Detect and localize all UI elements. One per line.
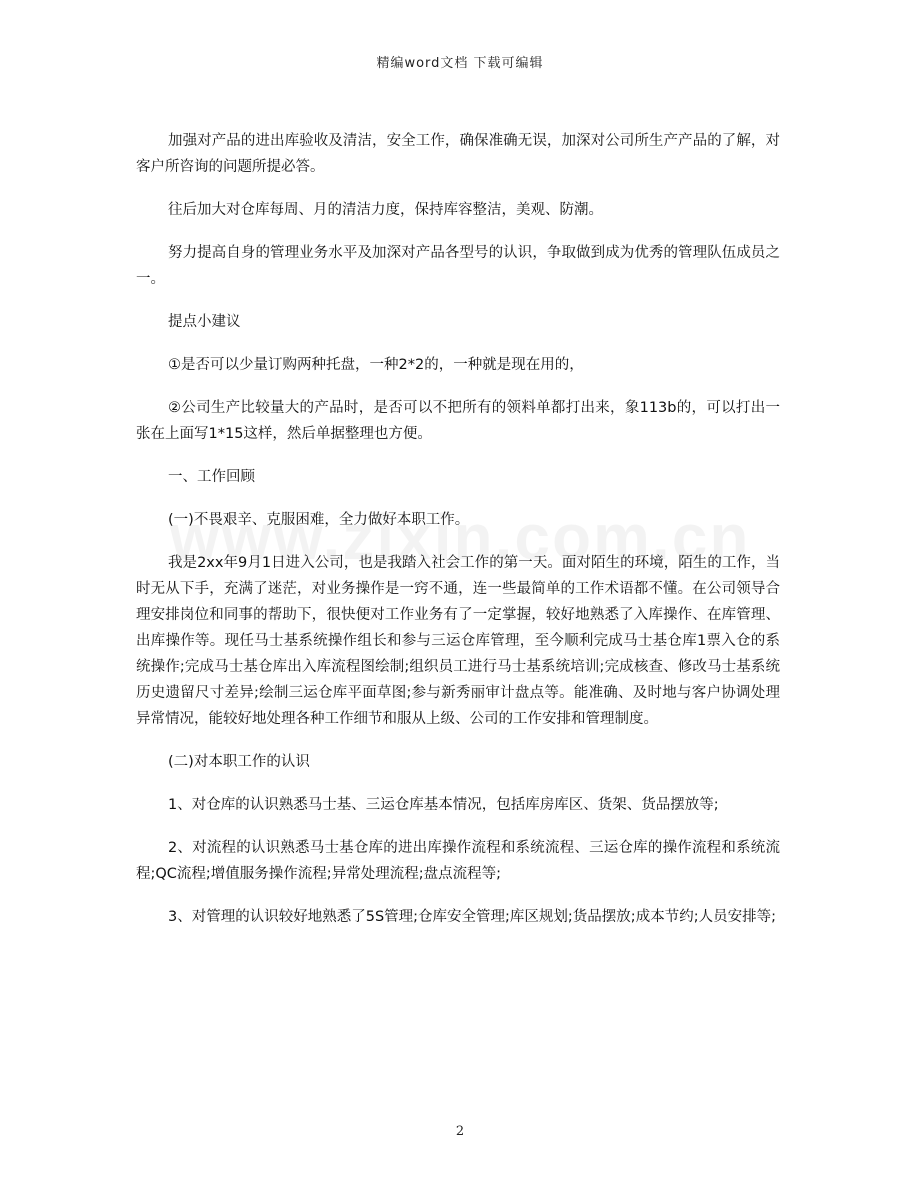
suggestion-item-2: ②公司生产比较量大的产品时，是否可以不把所有的领料单都打出来，象113b的，可以打出一张在上面写1*15这样，然后单据整理也方便。 xyxy=(136,400,780,442)
subsection-heading-2: (二)对本职工作的认识 xyxy=(168,754,310,770)
paragraph-work-history: 我是2xx年9月1日进入公司，也是我踏入社会工作的第一天。面对陌生的环境，陌生的工作，当时无从下手，充满了迷茫，对业务操作是一窍不通，连一些最简单的工作术语都不懂。在公司领导合理安排岗位和同事的帮助下，很快便对工作业务有了一定掌握，较好地熟悉了入库操作、在库管理、出库操作等。现任马士基系统操作组长和参与三运仓库管理，至今顺利完成马士基仓库1票入仓的系统操作;完成马士基仓库出入库流程图绘制;组织员工进行马士基系统培训;完成核查、修改马士基系统历史遗留尺寸差异;绘制三运仓库平面草图;参与新秀丽审计盘点等。能准确、及时地与客户协调处理异常情况，能较好地处理各种工作细节和服从上级、公司的工作安排和管理制度。 xyxy=(136,555,780,727)
list-item-process: 2、对流程的认识熟悉马士基仓库的进出库操作流程和系统流程、三运仓库的操作流程和系统流程;QC流程;增值服务操作流程;异常处理流程;盘点流程等; xyxy=(136,840,780,882)
section-heading-review: 一、工作回顾 xyxy=(168,469,255,485)
paragraph-inspection: 加强对产品的进出库验收及清洁，安全工作，确保准确无误，加深对公司所生产产品的了解，对客户所咨询的问题所提必答。 xyxy=(136,133,780,175)
document-body xyxy=(136,128,780,947)
section-heading-suggestions: 提点小建议 xyxy=(168,314,241,330)
suggestion-item-1: ①是否可以少量订购两种托盘，一种2*2的，一种就是现在用的， xyxy=(168,357,584,373)
paragraph-cleaning: 往后加大对仓库每周、月的清洁力度，保持库容整洁，美观、防潮。 xyxy=(168,202,603,218)
list-item-warehouse: 1、对仓库的认识熟悉马士基、三运仓库基本情况，包括库房库区、货架、货品摆放等; xyxy=(168,797,719,813)
paragraph-improvement: 努力提高自身的管理业务水平及加深对产品各型号的认识，争取做到成为优秀的管理队伍成员之一。 xyxy=(136,245,780,287)
list-item-management: 3、对管理的认识较好地熟悉了5S管理;仓库安全管理;库区规划;货品摆放;成本节约;人员安排等; xyxy=(168,909,776,925)
subsection-heading-1: (一)不畏艰辛、克服困难，全力做好本职工作。 xyxy=(168,512,470,528)
page-number: 2 xyxy=(455,1124,465,1139)
page-header: 精编word文档 下载可编辑 xyxy=(376,56,544,71)
